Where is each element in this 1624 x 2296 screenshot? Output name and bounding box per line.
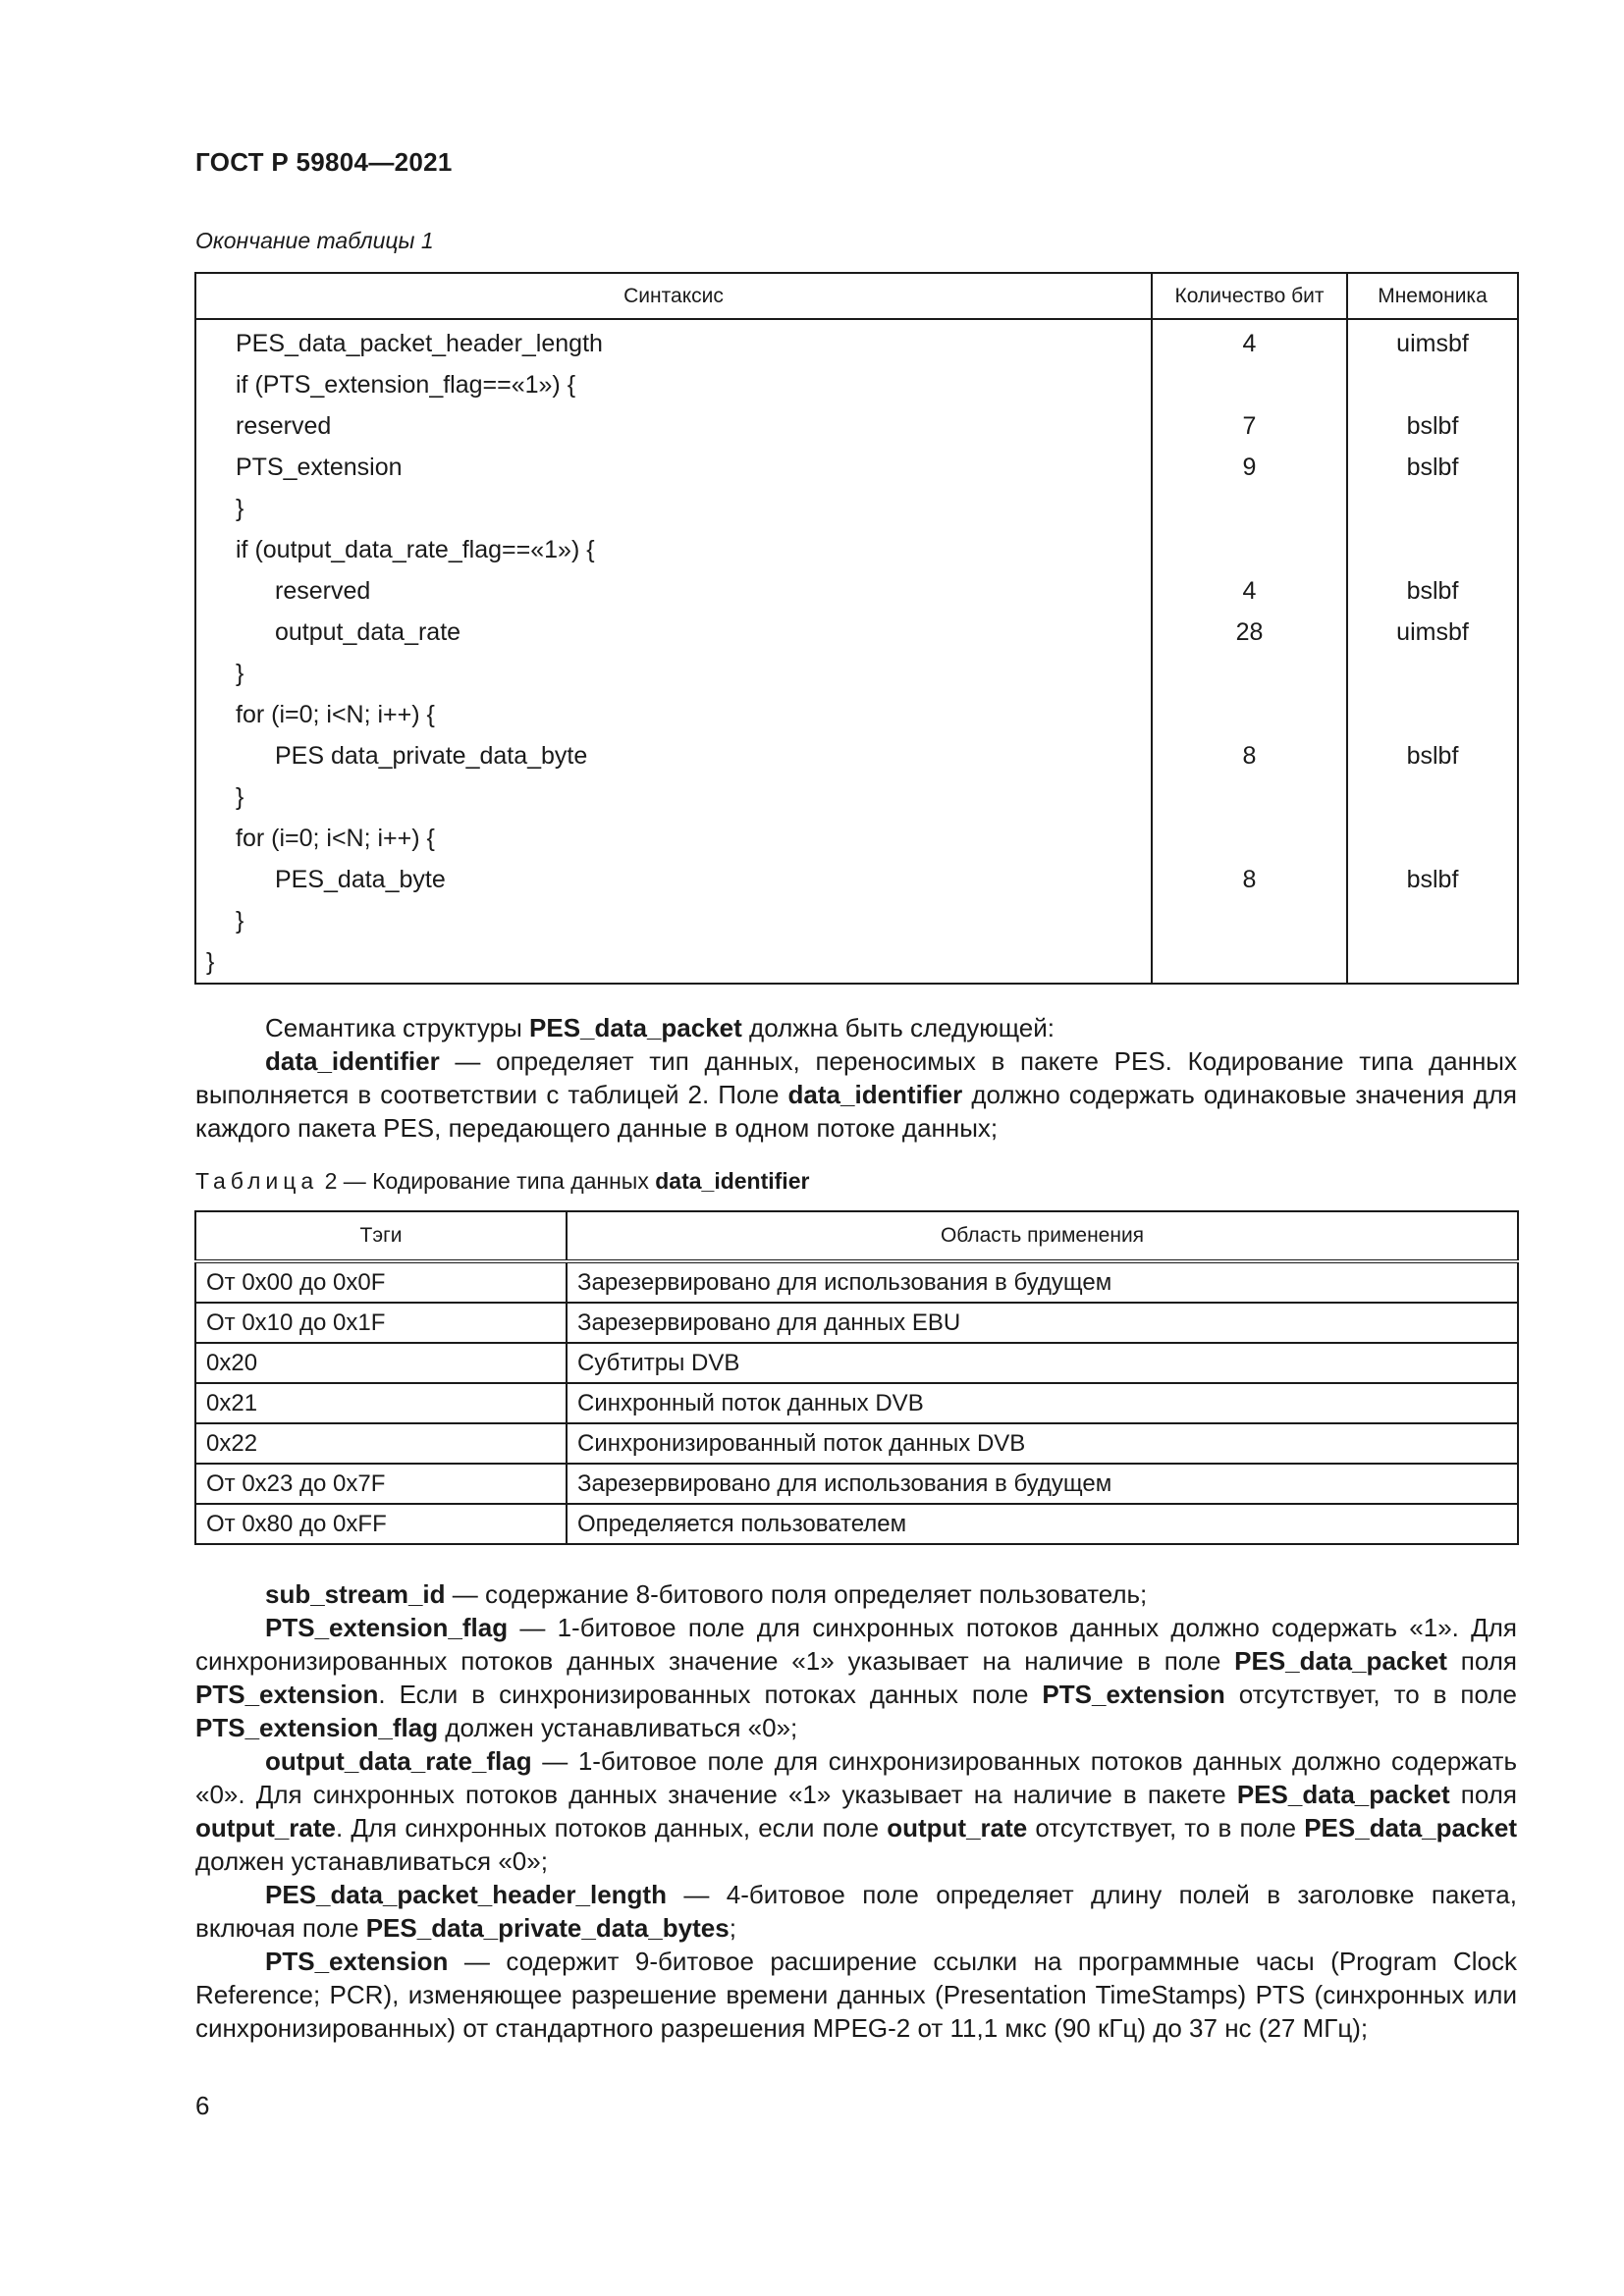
syntax-cell: }: [195, 653, 1152, 694]
table-1-caption: Окончание таблицы 1: [195, 228, 434, 253]
table-2-header-row: [195, 1211, 1518, 1261]
column-header-bits: Количество бит: [1152, 273, 1347, 319]
syntax-cell: for (i=0; i<N; i++) {: [195, 694, 1152, 735]
bits-cell: [1152, 364, 1347, 405]
mnemonic-cell: [1347, 653, 1518, 694]
syntax-cell: for (i=0; i<N; i++) {: [195, 818, 1152, 859]
table-2-caption: Таблица 2 — Кодирование типа данных data_identifier: [195, 1168, 810, 1194]
semantics-intro-block: [195, 1011, 1517, 1145]
column-header-tags: Тэги: [195, 1211, 567, 1261]
syntax-cell: }: [195, 776, 1152, 818]
mnemonic-cell: uimsbf: [1347, 319, 1518, 364]
mnemonic-cell: bslbf: [1347, 735, 1518, 776]
definitions-block: [195, 1577, 1517, 2045]
bits-cell: [1152, 488, 1347, 529]
semantics-intro: Семантика структуры PES_data_packet должна быть следующей:: [265, 1013, 1055, 1042]
mnemonic-cell: bslbf: [1347, 859, 1518, 900]
syntax-cell: PES data_private_data_byte: [195, 735, 1152, 776]
table-row: [195, 612, 1518, 653]
table-row: [195, 529, 1518, 570]
table-1-header-row: [195, 273, 1518, 319]
page-number: 6: [195, 2091, 210, 2120]
table-row: [195, 1261, 1518, 1303]
tag-cell: От 0x80 до 0xFF: [195, 1504, 567, 1544]
table-row: [195, 1383, 1518, 1423]
mnemonic-cell: [1347, 818, 1518, 859]
syntax-cell: reserved: [195, 570, 1152, 612]
definition-pts-extension: PTS_extension — содержит 9-битовое расширение ссылки на программные часы (Program Clock Reference; PCR), изменяющее разрешение времени данных (Presentation TimeStamps) PTS (синхронных или синхронизированных) от стандартного разрешения MPEG-2 от 11,1 мкс (90 кГц) до 37 нс (27 МГц);: [195, 1947, 1517, 2043]
bits-cell: 7: [1152, 405, 1347, 447]
usage-cell: Зарезервировано для использования в будущем: [567, 1464, 1518, 1504]
syntax-cell: reserved: [195, 405, 1152, 447]
definition-data-identifier: data_identifier — определяет тип данных, переносимых в пакете PES. Кодирование типа данных выполняется в соответствии с таблицей 2. Поле data_identifier должно содержать одинаковые значения для каждого пакета PES, передающего данные в одном потоке данных;: [195, 1046, 1517, 1143]
syntax-cell: }: [195, 488, 1152, 529]
table-row: [195, 1303, 1518, 1343]
definition-header-length: PES_data_packet_header_length — 4-битовое поле определяет длину полей в заголовке пакета, включая поле PES_data_private_data_bytes;: [195, 1880, 1517, 1943]
table-row: [195, 694, 1518, 735]
tag-cell: От 0x00 до 0x0F: [195, 1261, 567, 1303]
table-row: [195, 653, 1518, 694]
table-2-body: [195, 1261, 1518, 1544]
column-header-usage: Область применения: [567, 1211, 1518, 1261]
bits-cell: [1152, 776, 1347, 818]
bits-cell: 8: [1152, 859, 1347, 900]
syntax-cell: if (PTS_extension_flag==«1») {: [195, 364, 1152, 405]
table-row: [195, 1504, 1518, 1544]
table-row: [195, 570, 1518, 612]
mnemonic-cell: bslbf: [1347, 447, 1518, 488]
tag-cell: 0x22: [195, 1423, 567, 1464]
table-row: [195, 1464, 1518, 1504]
mnemonic-cell: [1347, 941, 1518, 984]
definition-output-data-rate-flag: output_data_rate_flag — 1-битовое поле для синхронизированных потоков данных должно содержать «0». Для синхронных потоков данных значение «1» указывает на наличие в пакете PES_data_packet поля output_rate. Для синхронных потоков данных, если поле output_rate отсутствует, то в поле PES_data_packet должен устанавливаться «0»;: [195, 1746, 1517, 1876]
syntax-cell: }: [195, 941, 1152, 984]
bits-cell: 8: [1152, 735, 1347, 776]
mnemonic-cell: bslbf: [1347, 570, 1518, 612]
syntax-cell: PES_data_byte: [195, 859, 1152, 900]
definition-pts-extension-flag: PTS_extension_flag — 1-битовое поле для синхронных потоков данных должно содержать «1». Для синхронизированных потоков данных значение «1» указывает на наличие в поле PES_data_packet поля PTS_extension. Если в синхронизированных потоках данных поле PTS_extension отсутствует, то в поле PTS_extension_flag должен устанавливаться «0»;: [195, 1613, 1518, 1742]
bits-cell: [1152, 818, 1347, 859]
table-1-body: [195, 319, 1518, 984]
bits-cell: [1152, 529, 1347, 570]
table-row: [195, 488, 1518, 529]
mnemonic-cell: [1347, 488, 1518, 529]
usage-cell: Зарезервировано для использования в будущем: [567, 1261, 1518, 1303]
syntax-cell: PES_data_packet_header_length: [195, 319, 1152, 364]
table-row: [195, 859, 1518, 900]
tag-cell: От 0x10 до 0x1F: [195, 1303, 567, 1343]
mnemonic-cell: [1347, 529, 1518, 570]
table-row: [195, 735, 1518, 776]
column-header-mnemonic: Мнемоника: [1347, 273, 1518, 319]
mnemonic-cell: uimsbf: [1347, 612, 1518, 653]
mnemonic-cell: [1347, 776, 1518, 818]
mnemonic-cell: bslbf: [1347, 405, 1518, 447]
table-2: [194, 1210, 1519, 1545]
table-row: [195, 818, 1518, 859]
tag-cell: От 0x23 до 0x7F: [195, 1464, 567, 1504]
bits-cell: 9: [1152, 447, 1347, 488]
bits-cell: [1152, 941, 1347, 984]
definition-sub-stream-id: sub_stream_id — содержание 8-битового поля определяет пользователь;: [265, 1579, 1148, 1609]
table-row: [195, 1423, 1518, 1464]
table-row: [195, 941, 1518, 984]
table-row: [195, 405, 1518, 447]
document-header: ГОСТ Р 59804—2021: [195, 147, 453, 177]
bits-cell: 4: [1152, 319, 1347, 364]
table-row: [195, 447, 1518, 488]
table-row: [195, 776, 1518, 818]
mnemonic-cell: [1347, 364, 1518, 405]
usage-cell: Определяется пользователем: [567, 1504, 1518, 1544]
tag-cell: 0x21: [195, 1383, 567, 1423]
mnemonic-cell: [1347, 900, 1518, 941]
syntax-cell: if (output_data_rate_flag==«1») {: [195, 529, 1152, 570]
usage-cell: Синхронный поток данных DVB: [567, 1383, 1518, 1423]
table-row: [195, 900, 1518, 941]
bits-cell: [1152, 900, 1347, 941]
bits-cell: [1152, 694, 1347, 735]
bits-cell: 28: [1152, 612, 1347, 653]
table-row: [195, 364, 1518, 405]
table-1: [194, 272, 1519, 985]
usage-cell: Синхронизированный поток данных DVB: [567, 1423, 1518, 1464]
bits-cell: [1152, 653, 1347, 694]
tag-cell: 0x20: [195, 1343, 567, 1383]
usage-cell: Зарезервировано для данных EBU: [567, 1303, 1518, 1343]
column-header-syntax: Синтаксис: [195, 273, 1152, 319]
mnemonic-cell: [1347, 694, 1518, 735]
usage-cell: Субтитры DVB: [567, 1343, 1518, 1383]
syntax-cell: output_data_rate: [195, 612, 1152, 653]
table-row: [195, 1343, 1518, 1383]
syntax-cell: PTS_extension: [195, 447, 1152, 488]
syntax-cell: }: [195, 900, 1152, 941]
bits-cell: 4: [1152, 570, 1347, 612]
table-row: [195, 319, 1518, 364]
